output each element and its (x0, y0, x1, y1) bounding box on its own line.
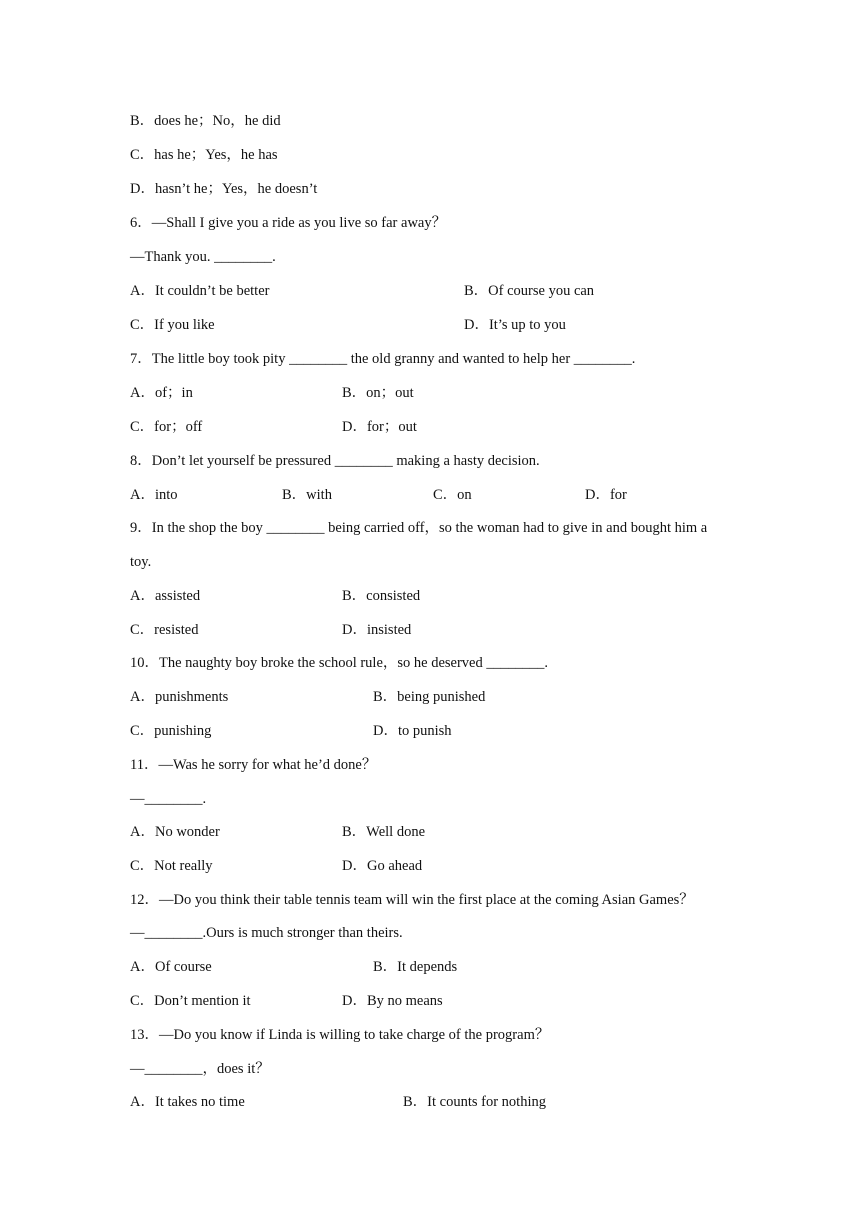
q9-option-d: D．insisted (342, 622, 412, 638)
q6-option-b: B．Of course you can (464, 283, 595, 299)
q11-option-a: A．No wonder (130, 824, 220, 840)
q11-stem: 11．—Was he sorry for what he’d done？ (130, 757, 377, 773)
q8-option-a: A．into (130, 487, 178, 503)
q12-stem: 12．—Do you think their table tennis team will win the first place at the coming Asian Games？ (130, 892, 694, 908)
q10-option-b: B．being punished (373, 689, 486, 705)
q5-option-d: D．hasn’t he；Yes，he doesn’t (130, 181, 318, 197)
q11-option-b: B．Well done (342, 824, 425, 840)
q9-stem-line2: toy. (130, 554, 152, 570)
q12-option-d: D．By no means (342, 993, 443, 1009)
q9-option-a: A．assisted (130, 588, 201, 604)
q6-option-c: C．If you like (130, 317, 215, 333)
q10-option-c: C．punishing (130, 723, 212, 739)
q9-option-c: C．resisted (130, 622, 199, 638)
q10-option-a: A．punishments (130, 689, 229, 705)
q13-option-b: B．It counts for nothing (403, 1094, 546, 1110)
q8-stem: 8．Don’t let yourself be pressured ________ making a hasty decision. (130, 453, 540, 469)
q12-option-c: C．Don’t mention it (130, 993, 251, 1009)
q5-option-c: C．has he；Yes，he has (130, 147, 278, 163)
q8-option-d: D．for (585, 487, 627, 503)
q9-stem-line1: 9．In the shop the boy ________ being carried off，so the woman had to give in and bought him a (130, 520, 708, 536)
q7-option-d: D．for；out (342, 419, 417, 435)
q12-option-b: B．It depends (373, 959, 458, 975)
q12-option-a: A．Of course (130, 959, 212, 975)
q11-reply: —________. (130, 791, 207, 807)
q6-stem: 6．—Shall I give you a ride as you live so far away？ (130, 215, 447, 231)
q8-option-c: C．on (433, 487, 472, 503)
q10-option-d: D．to punish (373, 723, 452, 739)
q7-option-b: B．on；out (342, 385, 414, 401)
q12-reply: —________.Ours is much stronger than theirs. (130, 925, 403, 941)
q7-option-a: A．of；in (130, 385, 193, 401)
q13-option-a: A．It takes no time (130, 1094, 245, 1110)
q6-option-a: A．It couldn’t be better (130, 283, 270, 299)
q10-stem: 10．The naughty boy broke the school rule，so he deserved ________. (130, 655, 548, 671)
q9-option-b: B．consisted (342, 588, 421, 604)
q6-option-d: D．It’s up to you (464, 317, 566, 333)
q7-stem: 7．The little boy took pity ________ the old granny and wanted to help her ________. (130, 351, 636, 367)
q6-reply: —Thank you. ________. (130, 249, 276, 265)
q11-option-d: D．Go ahead (342, 858, 423, 874)
q5-option-b: B．does he；No，he did (130, 113, 281, 129)
q11-option-c: C．Not really (130, 858, 213, 874)
q13-stem: 13．—Do you know if Linda is willing to take charge of the program？ (130, 1027, 550, 1043)
q13-reply: —________，does it？ (130, 1061, 270, 1077)
q7-option-c: C．for；off (130, 419, 203, 435)
q8-option-b: B．with (282, 487, 332, 503)
